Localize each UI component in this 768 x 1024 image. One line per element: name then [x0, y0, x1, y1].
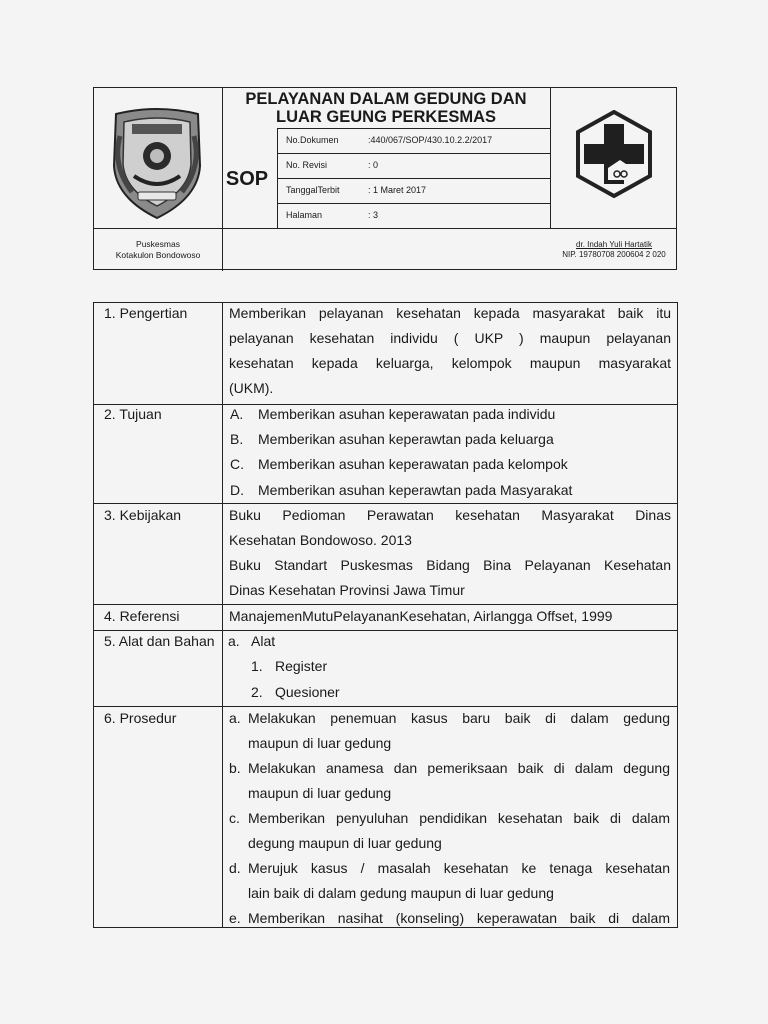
list-marker: e. [229, 910, 241, 926]
sop-label: SOP [225, 168, 269, 190]
regency-emblem-icon [102, 106, 212, 220]
label-pengertian: 1. Pengertian [104, 305, 188, 321]
list-marker: A. [230, 406, 244, 422]
label-alat-bahan: 5. Alat dan Bahan [104, 633, 215, 649]
alat-group: Alat [251, 633, 276, 649]
meta-key-tanggal: TanggalTerbit [286, 185, 340, 195]
prosedur-item-cont: maupun di luar gedung [248, 785, 392, 801]
tujuan-item: Memberikan asuhan keperawatan pada kelompok [258, 456, 568, 472]
label-tujuan: 2. Tujuan [104, 406, 162, 422]
tujuan-item: Memberikan asuhan keperawtan pada Masyarakat [258, 482, 573, 498]
prosedur-item: Memberikan penyuluhan pendidikan kesehatan baik di dalam [248, 810, 670, 826]
pengertian-line: kesehatan kepada keluarga, kelompok maupun masyarakat [229, 355, 671, 371]
signer-nip: NIP. 19780708 200604 2 020 [562, 250, 666, 259]
signer-block [552, 240, 676, 260]
meta-value-halaman: : 3 [368, 210, 379, 220]
referensi-text: ManajemenMutuPelayananKesehatan, Airlangga Offset, 1999 [229, 608, 613, 624]
puskesmas-logo-icon [574, 110, 654, 198]
tujuan-item: Memberikan asuhan keperawtan pada keluarga [258, 431, 554, 447]
pengertian-line: Memberikan pelayanan kesehatan kepada masyarakat baik itu [229, 305, 671, 321]
kebijakan-line: Dinas Kesehatan Provinsi Jawa Timur [229, 582, 465, 598]
pengertian-line: (UKM). [229, 380, 274, 396]
label-referensi: 4. Referensi [104, 608, 180, 624]
meta-key-halaman: Halaman [286, 210, 323, 220]
alat-item: Quesioner [275, 684, 340, 700]
document-title [222, 90, 550, 126]
meta-value-revisi: : 0 [368, 160, 379, 170]
list-marker: 1. [251, 658, 263, 674]
meta-value-dokumen: :440/067/SOP/430.10.2.2/2017 [368, 135, 493, 145]
tujuan-item: Memberikan asuhan keperawatan pada individu [258, 406, 556, 422]
organization-name: Puskesmas Kotakulon Bondowoso [115, 239, 201, 260]
list-marker: d. [229, 860, 241, 876]
title-line-2: LUAR GEUNG PERKESMAS [275, 108, 497, 126]
label-kebijakan: 3. Kebijakan [104, 507, 182, 523]
meta-key-revisi: No. Revisi [286, 160, 328, 170]
prosedur-item: Merujuk kasus / masalah kesehatan ke tenaga kesehatan [248, 860, 670, 876]
list-marker: c. [229, 810, 240, 826]
list-marker: C. [230, 456, 244, 472]
list-marker: D. [230, 482, 244, 498]
signer-name: dr. Indah Yuli Hartatik [576, 240, 652, 249]
kebijakan-line: Buku Pedioman Perawatan kesehatan Masyarakat Dinas [229, 507, 671, 523]
kebijakan-line: Kesehatan Bondowoso. 2013 [229, 532, 412, 548]
list-marker: a. [228, 633, 240, 649]
list-marker: b. [229, 760, 241, 776]
alat-item: Register [275, 658, 328, 674]
meta-value-tanggal: : 1 Maret 2017 [368, 185, 427, 195]
pengertian-line: pelayanan kesehatan individu ( UKP ) maupun pelayanan [229, 330, 671, 346]
sop-content-table [93, 302, 678, 928]
prosedur-item: Melakukan penemuan kasus baru baik di dalam gedung [248, 710, 670, 726]
sop-header [93, 87, 677, 270]
list-marker: B. [230, 431, 244, 447]
prosedur-item: Melakukan anamesa dan pemeriksaan baik di dalam degung [248, 760, 670, 776]
list-marker: a. [229, 710, 241, 726]
kebijakan-line: Buku Standart Puskesmas Bidang Bina Pelayanan Kesehatan [229, 557, 671, 573]
list-marker: 2. [251, 684, 263, 700]
prosedur-item-cont: degung maupun di luar gedung [248, 835, 442, 851]
label-prosedur: 6. Prosedur [104, 710, 177, 726]
title-line-1: PELAYANAN DALAM GEDUNG DAN [245, 90, 527, 108]
prosedur-item-cont: maupun di luar gedung [248, 735, 392, 751]
prosedur-item: Memberikan nasihat (konseling) keperawatan baik di dalam [248, 910, 670, 926]
meta-key-dokumen: No.Dokumen [286, 135, 339, 145]
prosedur-item-cont: lain baik di dalam gedung maupun di luar gedung [248, 885, 554, 901]
